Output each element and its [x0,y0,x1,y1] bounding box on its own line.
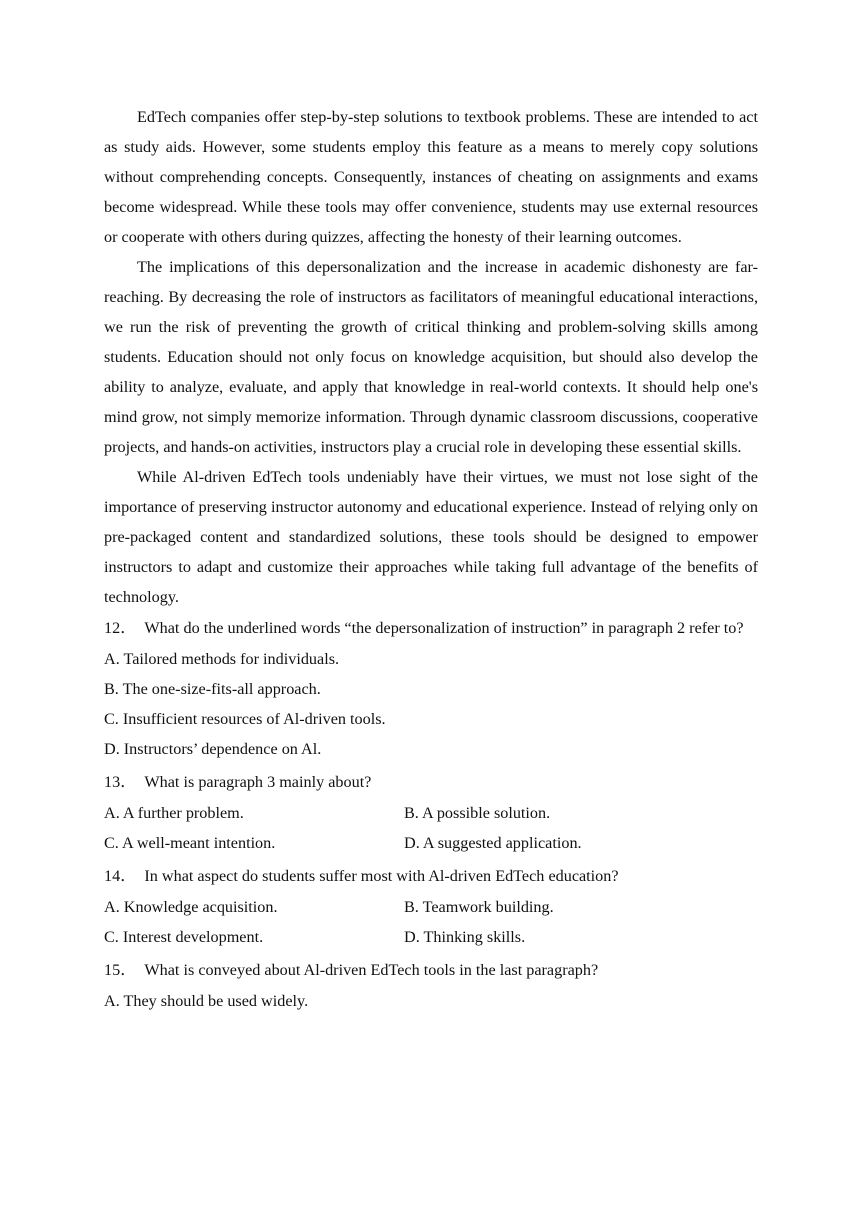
question-12-text: What do the underlined words “the depersonalization of instruction” in paragraph 2 refer to? [144,619,744,637]
question-13-options-row-1 [104,798,758,828]
passage-paragraph-3: While Al-driven EdTech tools undeniably have their virtues, we must not lose sight of the importance of preserving instructor autonomy and educational experience. Instead of relying only on pre-packaged content and standardized solutions, these tools should be designed to empower instructors to adapt and customize their approaches while taking full advantage of the benefits of technology. [104,468,758,606]
question-12-stem [104,612,758,644]
question-14-options-row-1 [104,892,758,922]
question-13-stem [104,766,758,798]
question-15-stem [104,954,758,986]
passage-paragraph-1: EdTech companies offer step-by-step solutions to textbook problems. These are intended to act as study aids. However, some students employ this feature as a means to merely copy solutions without comprehending concepts. Consequently, instances of cheating on assignments and exams become widespread. While these tools may offer convenience, students may use external resources or cooperate with others during quizzes, affecting the honesty of their learning outcomes. [104,108,758,246]
question-12-number: 12． [104,619,137,637]
question-13-text: What is paragraph 3 mainly about? [144,773,372,791]
question-14-stem [104,860,758,892]
question-12-option-c: C. Insufficient resources of Al-driven tools. [104,710,386,728]
document-page [104,102,758,1016]
question-12-option-d: D. Instructors’ dependence on Al. [104,740,322,758]
question-12-option-b: B. The one-size-fits-all approach. [104,680,321,698]
question-14-option-b: B. Teamwork building. [404,898,554,916]
question-13-option-b: B. A possible solution. [404,804,551,822]
question-14-option-d: D. Thinking skills. [404,928,526,946]
question-14-options-row-2 [104,922,758,952]
question-14-option-a: A. Knowledge acquisition. [104,898,278,916]
question-13 [104,766,758,858]
question-13-option-d: D. A suggested application. [404,834,582,852]
question-14-text: In what aspect do students suffer most with Al-driven EdTech education? [144,867,619,885]
question-12-option-a: A. Tailored methods for individuals. [104,650,340,668]
passage-paragraph-2: The implications of this depersonalization and the increase in academic dishonesty are far-reaching. By decreasing the role of instructors as facilitators of meaningful educational interactions, we run the risk of preventing the growth of critical thinking and problem-solving skills among students. Education should not only focus on knowledge acquisition, but should also develop the ability to analyze, evaluate, and apply that knowledge in real-world contexts. It should help one's mind grow, not simply memorize information. Through dynamic classroom discussions, cooperative projects, and hands-on activities, instructors play a crucial role in developing these essential skills. [104,258,758,456]
question-13-number: 13． [104,773,137,791]
question-13-options-row-2 [104,828,758,858]
question-15-number: 15． [104,961,137,979]
question-15-option-a: A. They should be used widely. [104,992,309,1010]
question-14 [104,860,758,952]
question-15 [104,954,758,1016]
question-13-option-c: C. A well-meant intention. [104,834,276,852]
question-15-text: What is conveyed about Al-driven EdTech tools in the last paragraph? [144,961,599,979]
question-12 [104,612,758,764]
question-14-option-c: C. Interest development. [104,928,264,946]
question-14-number: 14． [104,867,137,885]
question-13-option-a: A. A further problem. [104,804,244,822]
